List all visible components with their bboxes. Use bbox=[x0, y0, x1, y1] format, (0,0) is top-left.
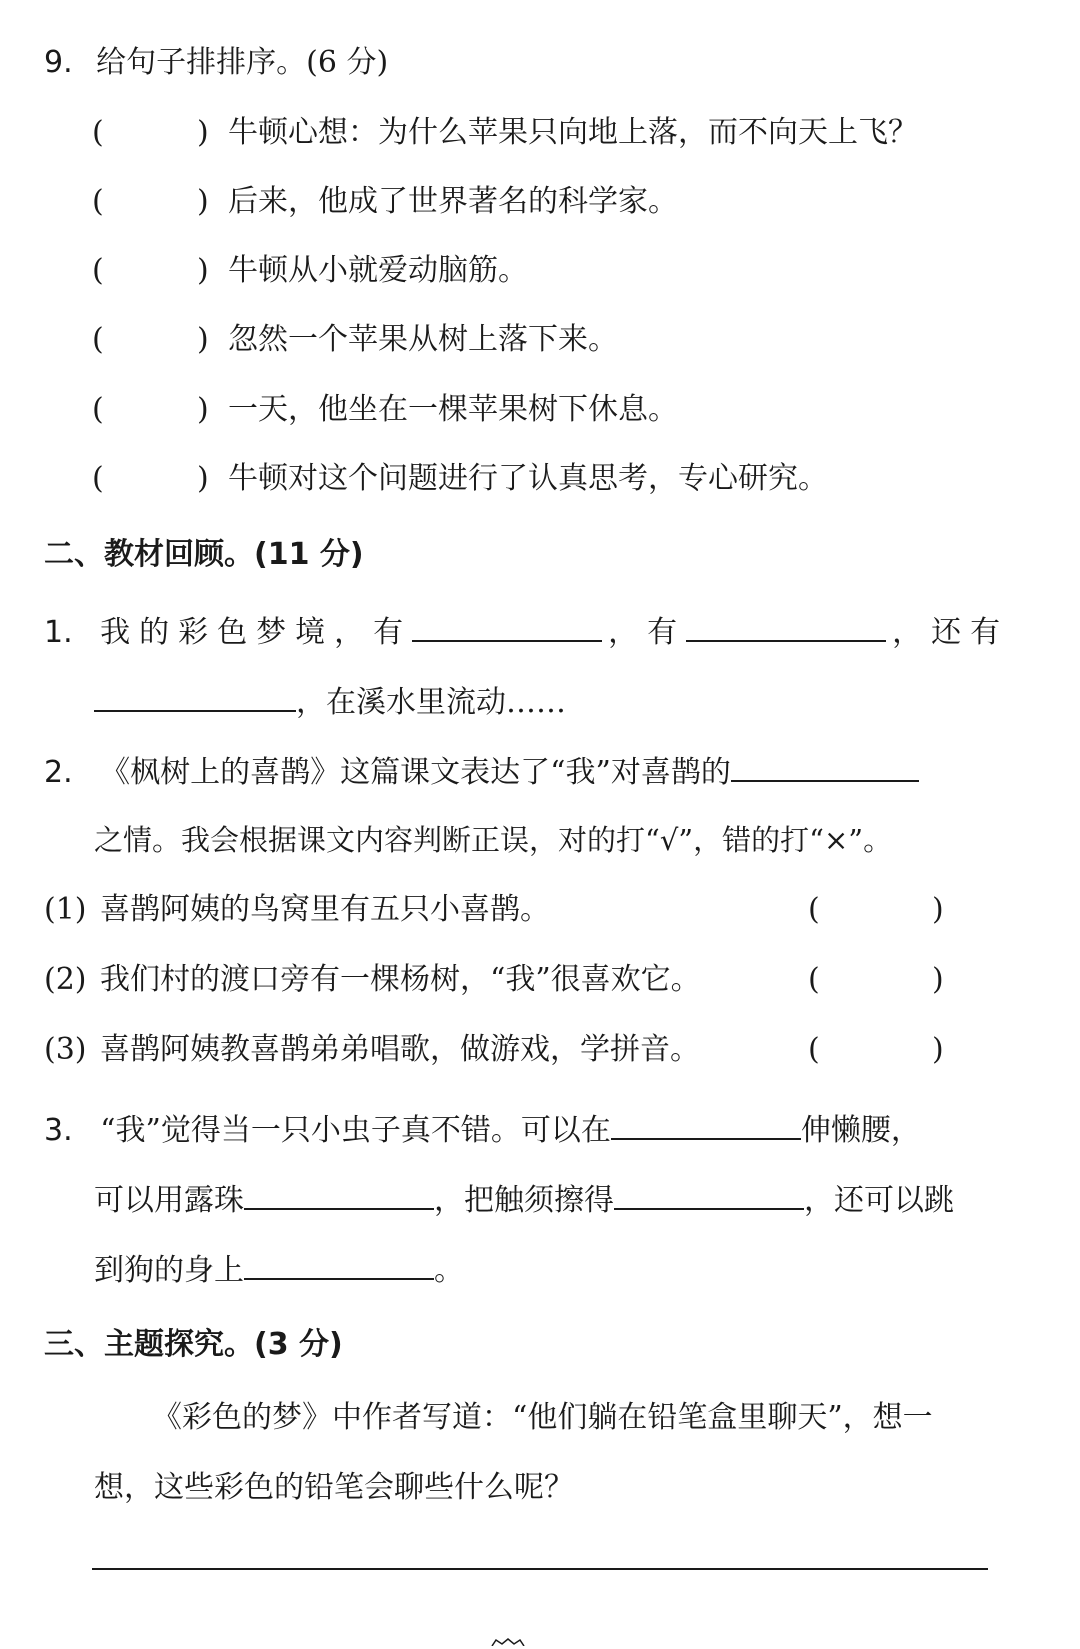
s2-q3-line1 bbox=[44, 1108, 921, 1151]
s2-q3-number: 3. bbox=[44, 1113, 73, 1148]
judge-paren-close: ) bbox=[932, 1032, 944, 1067]
fill-blank[interactable] bbox=[731, 750, 919, 782]
judge-text: 喜鹊阿姨的鸟窝里有五只小喜鹊。 bbox=[100, 892, 550, 927]
section3-heading: 三、主题探究。(3 分) bbox=[44, 1327, 343, 1362]
q9-title-row bbox=[44, 43, 388, 83]
q9-option-text: 牛顿对这个问题进行了认真思考，专心研究。 bbox=[228, 461, 828, 496]
answer-paren-open: ( bbox=[92, 392, 104, 427]
s2-q1-part4: ，在溪水里流动…… bbox=[296, 685, 566, 720]
judge-label: (2) bbox=[44, 962, 87, 997]
judge-paren-close: ) bbox=[932, 962, 944, 997]
judge-label: (1) bbox=[44, 892, 87, 927]
s2-q2-line1 bbox=[44, 750, 919, 793]
fill-blank[interactable] bbox=[412, 610, 602, 642]
s2-q3-text1b: 伸懒腰， bbox=[800, 1113, 921, 1148]
page-footer-mark bbox=[488, 1638, 528, 1646]
s2-q2-number: 2. bbox=[44, 755, 73, 790]
fill-blank[interactable] bbox=[611, 1108, 801, 1140]
s2-q3-line2 bbox=[94, 1178, 954, 1221]
s2-q1-line2 bbox=[94, 680, 566, 723]
s2-q2-line2: 之情。我会根据课文内容判断正误，对的打“√”，错的打“×”。 bbox=[94, 823, 893, 857]
answer-paren-open: ( bbox=[92, 115, 104, 150]
fill-blank[interactable] bbox=[244, 1248, 434, 1280]
q9-number: 9. bbox=[44, 45, 73, 80]
answer-paren-close: ) bbox=[197, 115, 209, 150]
s2-q1-number: 1. bbox=[44, 615, 73, 650]
judge-paren-open: ( bbox=[808, 1032, 820, 1067]
s2-q3-line3 bbox=[94, 1248, 464, 1291]
answer-paren-close: ) bbox=[197, 253, 209, 288]
s3-paragraph-line1: 《彩色的梦》中作者写道：“他们躺在铅笔盒里聊天”，想一 bbox=[152, 1400, 933, 1435]
fill-blank[interactable] bbox=[686, 610, 886, 642]
answer-paren-open: ( bbox=[92, 184, 104, 219]
judge-label: (3) bbox=[44, 1032, 87, 1067]
answer-paren-open: ( bbox=[92, 461, 104, 496]
s2-q1-part3: ，还有 bbox=[892, 615, 1010, 650]
s3-paragraph-line2: 想，这些彩色的铅笔会聊些什么呢？ bbox=[94, 1470, 574, 1505]
judge-text: 喜鹊阿姨教喜鹊弟弟唱歌，做游戏，学拼音。 bbox=[100, 1032, 700, 1067]
answer-paren-close: ) bbox=[197, 461, 209, 496]
q9-option-text: 牛顿从小就爱动脑筋。 bbox=[228, 253, 528, 288]
answer-paren-close: ) bbox=[197, 322, 209, 357]
s2-q2-text1: 《枫树上的喜鹊》这篇课文表达了“我”对喜鹊的 bbox=[100, 755, 731, 790]
judge-text: 我们村的渡口旁有一棵杨树，“我”很喜欢它。 bbox=[100, 962, 701, 997]
q9-title: 给句子排排序。(6 分) bbox=[96, 45, 389, 80]
answer-writing-line[interactable] bbox=[92, 1568, 988, 1570]
s2-q3-text2a: 可以用露珠 bbox=[94, 1183, 244, 1218]
q9-option-text: 一天，他坐在一棵苹果树下休息。 bbox=[228, 392, 678, 427]
s2-q3-text3a: 到狗的身上 bbox=[94, 1253, 244, 1288]
s2-q3-text1a: “我”觉得当一只小虫子真不错。可以在 bbox=[100, 1113, 611, 1148]
fill-blank[interactable] bbox=[94, 680, 296, 712]
fill-blank[interactable] bbox=[244, 1178, 434, 1210]
answer-paren-open: ( bbox=[92, 322, 104, 357]
judge-paren-open: ( bbox=[808, 962, 820, 997]
s2-q1-part2: ，有 bbox=[608, 615, 687, 650]
s2-q3-text2b: ，把触须擦得 bbox=[434, 1183, 614, 1218]
s2-q1-line1 bbox=[44, 610, 1009, 653]
judge-paren-open: ( bbox=[808, 892, 820, 927]
answer-paren-close: ) bbox=[197, 184, 209, 219]
s2-q1-part1: 我的彩色梦境，有 bbox=[100, 615, 413, 650]
fill-blank[interactable] bbox=[614, 1178, 804, 1210]
q9-option-text: 忽然一个苹果从树上落下来。 bbox=[228, 322, 618, 357]
answer-paren-open: ( bbox=[92, 253, 104, 288]
q9-option-text: 牛顿心想：为什么苹果只向地上落，而不向天上飞？ bbox=[228, 115, 918, 150]
s2-q3-text3b: 。 bbox=[434, 1253, 464, 1288]
section2-heading: 二、教材回顾。(11 分) bbox=[44, 537, 364, 572]
s2-q3-text2c: ，还可以跳 bbox=[804, 1183, 954, 1218]
q9-option-text: 后来，他成了世界著名的科学家。 bbox=[228, 184, 678, 219]
answer-paren-close: ) bbox=[197, 392, 209, 427]
judge-paren-close: ) bbox=[932, 892, 944, 927]
